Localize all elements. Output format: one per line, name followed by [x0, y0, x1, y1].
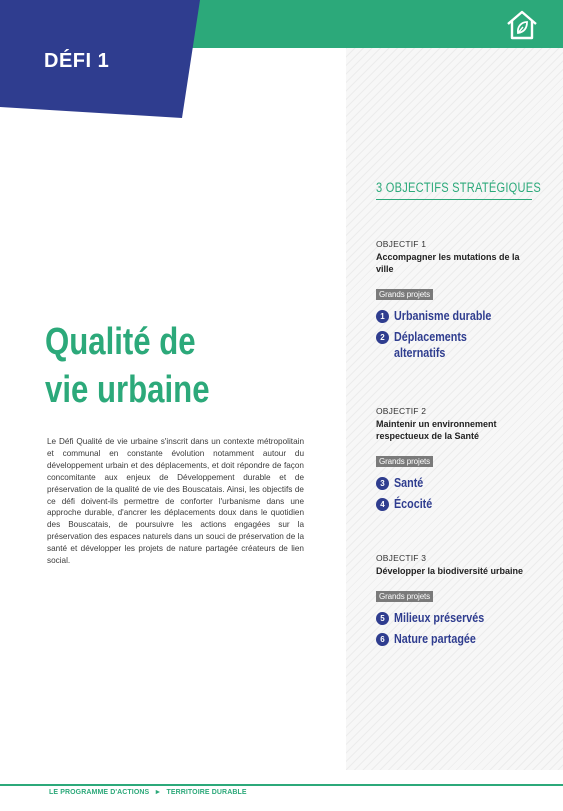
project-name: Milieux préservés	[394, 611, 485, 625]
number-bullet-icon: 3	[376, 477, 389, 490]
project-item[interactable]	[376, 308, 536, 324]
project-item[interactable]	[376, 496, 536, 512]
grands-projets-badge: Grands projets	[376, 289, 433, 300]
defi-label: DÉFI 1	[44, 50, 110, 72]
title-line-2: vie urbaine	[45, 369, 210, 411]
project-name	[394, 329, 467, 361]
project-list	[376, 475, 536, 512]
objectives-heading: 3 OBJECTIFS STRATÉGIQUES	[376, 180, 542, 195]
objective-3	[376, 553, 536, 652]
number-bullet-icon: 2	[376, 331, 389, 344]
grands-projets-badge: Grands projets	[376, 456, 433, 467]
project-item[interactable]	[376, 475, 536, 491]
footer-rule	[0, 784, 563, 786]
project-item[interactable]	[376, 610, 536, 626]
grands-projets-badge: Grands projets	[376, 591, 433, 602]
objective-title: Maintenir un environnement respectueux de la Santé	[376, 419, 497, 441]
project-list	[376, 308, 536, 361]
project-name: Urbanisme durable	[394, 309, 492, 323]
project-list	[376, 610, 536, 647]
objective-label: OBJECTIF 1	[376, 239, 427, 249]
intro-paragraph: Le Défi Qualité de vie urbaine s'inscrit dans un contexte métropolitain et communal en constante évolution notamment autour du développement urbain et des déplacements, et doit répondre de façon concomitante aux enjeux de Développement durable et de préservation de la qualité de vie des Bouscatais. Ainsi, les objectifs de ce défi doivent-ils permettre de conforter l'urbanisme dans une approche durable, d'ancrer les déplacements doux dans le quotidien des Bouscatais, de poursuivre les actions engagées sur la préservation des espaces naturels dans un souci de préservation de la santé et développer les projets de nature partagée créateurs de lien social.	[47, 437, 304, 566]
objective-label: OBJECTIF 3	[376, 553, 427, 563]
project-name-line-2: alternatifs	[394, 346, 446, 360]
project-name: Écocité	[394, 497, 433, 511]
footer-section-label: LE PROGRAMME D'ACTIONS	[49, 789, 150, 796]
project-name-line-1: Déplacements	[394, 330, 467, 344]
project-name: Santé	[394, 476, 424, 490]
number-bullet-icon: 1	[376, 310, 389, 323]
home-leaf-icon[interactable]	[505, 8, 539, 42]
footer-chapter-label: TERRITOIRE DURABLE	[166, 789, 247, 796]
page-title	[45, 318, 210, 414]
objective-2	[376, 406, 536, 517]
project-item[interactable]	[376, 329, 536, 361]
triangle-arrow-icon: ►	[154, 789, 162, 796]
project-item[interactable]	[376, 631, 536, 647]
objective-label: OBJECTIF 2	[376, 406, 427, 416]
title-line-1: Qualité de	[45, 321, 196, 363]
heading-underline	[376, 199, 532, 200]
objective-title: Développer la biodiversité urbaine	[376, 566, 524, 576]
number-bullet-icon: 4	[376, 498, 389, 511]
objective-1	[376, 239, 536, 366]
number-bullet-icon: 5	[376, 612, 389, 625]
footer	[49, 789, 247, 796]
project-name: Nature partagée	[394, 632, 476, 646]
number-bullet-icon: 6	[376, 633, 389, 646]
objective-title: Accompagner les mutations de la ville	[376, 252, 520, 274]
